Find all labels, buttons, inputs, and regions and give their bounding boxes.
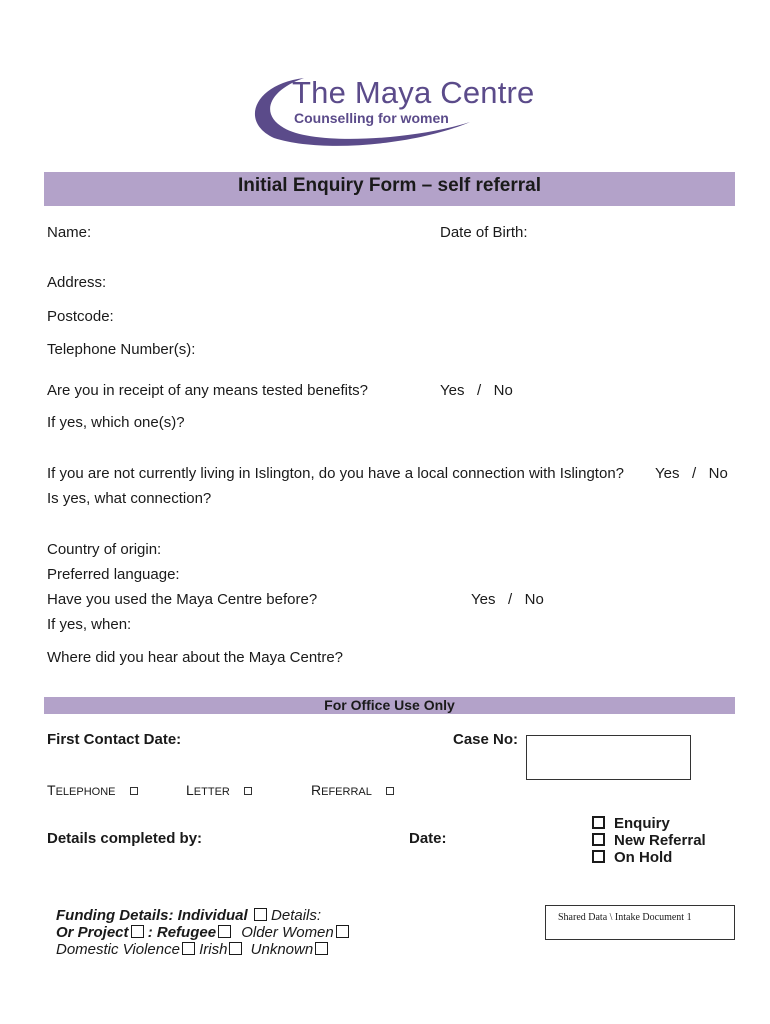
- dob-label: Date of Birth:: [440, 224, 528, 241]
- status-new-referral[interactable]: New Referral: [592, 832, 706, 849]
- domestic-violence-checkbox[interactable]: [182, 942, 195, 955]
- method-referral[interactable]: REFERRAL: [311, 782, 394, 800]
- office-date-label: Date:: [409, 830, 447, 847]
- status-on-hold[interactable]: On Hold: [592, 849, 672, 866]
- address-label: Address:: [47, 274, 107, 291]
- project-checkbox[interactable]: [131, 925, 144, 938]
- form-title: Initial Enquiry Form – self referral: [237, 175, 542, 196]
- islington-connection: Is yes, what connection?: [47, 490, 212, 507]
- benefits-yes-no: Yes / No: [440, 382, 513, 399]
- used-before-yes-no: Yes / No: [471, 591, 544, 608]
- case-no-label: Case No:: [453, 731, 519, 748]
- used-before-question: Have you used the Maya Centre before?: [47, 591, 318, 608]
- office-use-band: [44, 697, 735, 714]
- first-contact-label: First Contact Date:: [47, 731, 182, 748]
- letter-checkbox[interactable]: [244, 787, 252, 795]
- funding-line-1: Funding Details: Individual Details:: [56, 907, 322, 924]
- details-completed-label: Details completed by:: [47, 830, 203, 847]
- unknown-checkbox[interactable]: [315, 942, 328, 955]
- logo-name: The Maya Centre: [292, 75, 535, 110]
- used-when-label: If yes, when:: [47, 616, 132, 633]
- refugee-checkbox[interactable]: [218, 925, 231, 938]
- method-telephone[interactable]: TELEPHONE: [47, 782, 138, 800]
- method-letter[interactable]: LETTER: [186, 782, 252, 800]
- benefits-question: Are you in receipt of any means tested benefits?: [47, 382, 369, 399]
- new-referral-checkbox[interactable]: [592, 833, 605, 846]
- telephone-label: Telephone Number(s):: [47, 341, 196, 358]
- islington-yes-no: Yes / No: [655, 465, 728, 482]
- name-label: Name:: [47, 224, 92, 241]
- status-enquiry[interactable]: Enquiry: [592, 815, 670, 832]
- benefits-which: If yes, which one(s)?: [47, 414, 185, 431]
- logo-tagline: Counselling for women: [294, 110, 449, 126]
- document-reference-text: Shared Data \ Intake Document 1: [558, 912, 692, 923]
- on-hold-checkbox[interactable]: [592, 850, 605, 863]
- irish-checkbox[interactable]: [229, 942, 242, 955]
- office-use-title: For Office Use Only: [324, 697, 455, 713]
- older-women-checkbox[interactable]: [336, 925, 349, 938]
- form-title-band: [44, 172, 735, 206]
- case-no-box[interactable]: [526, 735, 691, 780]
- islington-question: If you are not currently living in Islington, do you have a local connection with Islington?: [47, 465, 625, 482]
- enquiry-checkbox[interactable]: [592, 816, 605, 829]
- telephone-checkbox[interactable]: [130, 787, 138, 795]
- postcode-label: Postcode:: [47, 308, 114, 325]
- hear-about-question: Where did you hear about the Maya Centre?: [47, 649, 344, 666]
- funding-line-2: Or Project : Refugee Older Women: [56, 924, 349, 941]
- referral-checkbox[interactable]: [386, 787, 394, 795]
- country-label: Country of origin:: [47, 541, 162, 558]
- language-label: Preferred language:: [47, 566, 180, 583]
- funding-line-3: Domestic Violence Irish Unknown: [56, 941, 328, 958]
- document-reference-box: [545, 905, 735, 940]
- individual-checkbox[interactable]: [254, 908, 267, 921]
